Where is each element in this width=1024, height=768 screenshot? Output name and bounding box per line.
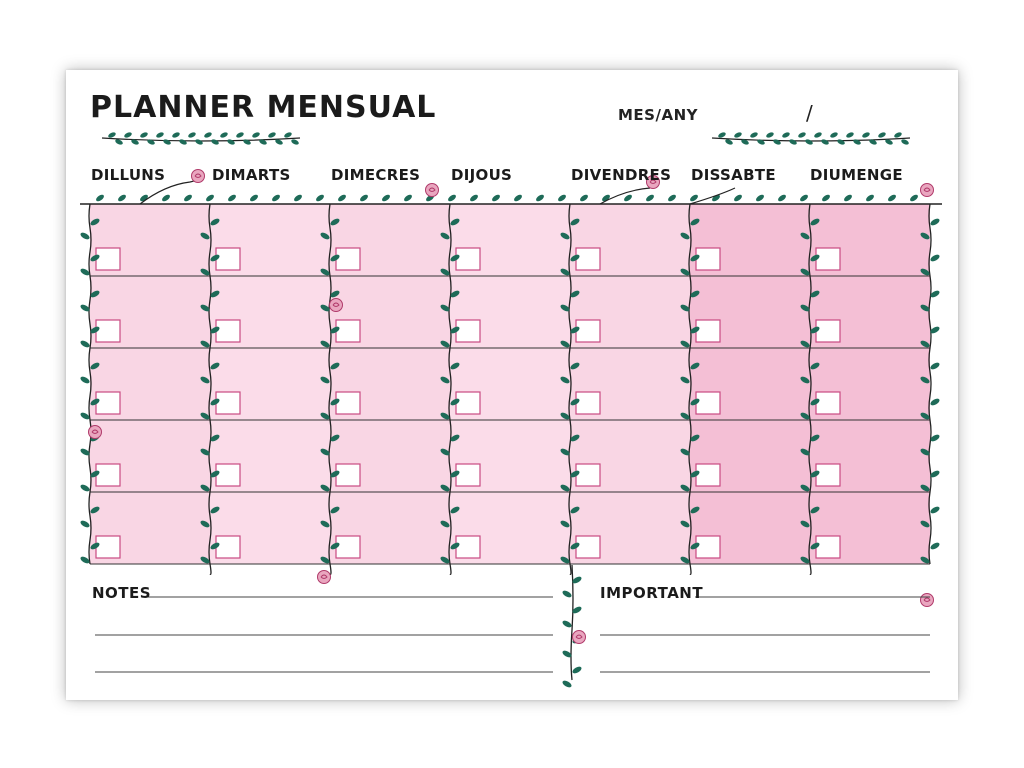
planner-title: PLANNER MENSUAL (90, 90, 437, 125)
leaf (571, 665, 582, 675)
rose-icon (318, 571, 331, 584)
date-box (96, 248, 120, 270)
leaf (271, 193, 281, 202)
leaf (183, 193, 193, 202)
date-box (336, 248, 360, 270)
leaf (929, 505, 940, 515)
date-box (216, 536, 240, 558)
leaf (561, 619, 572, 629)
day-header-friday: DIVENDRES (571, 166, 672, 184)
date-box (456, 536, 480, 558)
leaf (909, 193, 919, 202)
day-header-saturday: DISSABTE (691, 166, 776, 184)
leaf (929, 361, 940, 371)
date-box (336, 320, 360, 342)
date-box (696, 464, 720, 486)
date-box (96, 392, 120, 414)
date-box (696, 320, 720, 342)
day-header-tuesday: DIMARTS (212, 166, 291, 184)
date-box (576, 320, 600, 342)
month-year-separator: / (806, 101, 813, 125)
leaf (359, 193, 369, 202)
leaf (843, 193, 853, 202)
day-header-sunday: DIUMENGE (810, 166, 903, 184)
leaf (777, 193, 787, 202)
rose-icon (921, 184, 934, 197)
date-box (576, 536, 600, 558)
date-box (816, 320, 840, 342)
date-box (96, 536, 120, 558)
date-box (216, 392, 240, 414)
leaf (929, 253, 940, 263)
leaf (293, 193, 303, 202)
day-header-wednesday: DIMECRES (331, 166, 421, 184)
date-box (696, 536, 720, 558)
date-box (336, 464, 360, 486)
leaf (557, 193, 567, 202)
leaf (79, 519, 90, 529)
leaf (561, 589, 572, 599)
date-box (456, 320, 480, 342)
date-box (696, 392, 720, 414)
rose-icon (89, 426, 102, 439)
date-box (96, 320, 120, 342)
leaf (381, 193, 391, 202)
month-year-label: MES/ANY (618, 106, 698, 124)
leaf (579, 193, 589, 202)
rose-icon (573, 631, 586, 644)
leaf (535, 193, 545, 202)
leaf (623, 193, 633, 202)
leaf (315, 193, 325, 202)
important-label: IMPORTANT (600, 584, 704, 602)
date-box (336, 536, 360, 558)
date-box (696, 248, 720, 270)
leaf (79, 483, 90, 493)
leaf (667, 193, 677, 202)
leaf (561, 679, 572, 689)
leaf (403, 193, 413, 202)
leaf (337, 193, 347, 202)
day-header-thursday: DIJOUS (451, 166, 513, 184)
leaf-garland-icon (712, 131, 910, 145)
leaf (821, 193, 831, 202)
date-box (96, 464, 120, 486)
leaf (929, 541, 940, 551)
leaf (733, 193, 743, 202)
date-box (216, 464, 240, 486)
leaf (249, 193, 259, 202)
leaf (79, 339, 90, 349)
leaf (491, 193, 501, 202)
date-box (456, 248, 480, 270)
date-box (336, 392, 360, 414)
leaf (799, 193, 809, 202)
leaf (79, 231, 90, 241)
leaf (929, 397, 940, 407)
rose-icon (426, 184, 439, 197)
date-box (576, 464, 600, 486)
leaf (887, 193, 897, 202)
leaf (205, 193, 215, 202)
leaf-garland-icon (102, 131, 910, 145)
date-box (216, 248, 240, 270)
date-box (816, 536, 840, 558)
date-box (816, 248, 840, 270)
rose-icon (921, 594, 934, 607)
date-box (576, 248, 600, 270)
rose-icon (330, 299, 343, 312)
leaf (95, 193, 105, 202)
day-header-monday: DILLUNS (91, 166, 166, 184)
leaf (227, 193, 237, 202)
date-box (216, 320, 240, 342)
leaf (513, 193, 523, 202)
date-box (816, 392, 840, 414)
leaf (161, 193, 171, 202)
notes-lines (95, 597, 930, 672)
leaf (469, 193, 479, 202)
leaf (929, 217, 940, 227)
date-box (816, 464, 840, 486)
leaf (865, 193, 875, 202)
date-box (576, 392, 600, 414)
leaf (645, 193, 655, 202)
date-box (456, 464, 480, 486)
date-box (456, 392, 480, 414)
leaf (117, 193, 127, 202)
notes-label: NOTES (92, 584, 152, 602)
leaf (755, 193, 765, 202)
leaf (79, 375, 90, 385)
rose-icon (192, 170, 205, 183)
leaf-garland-icon (102, 131, 300, 145)
leaf (447, 193, 457, 202)
